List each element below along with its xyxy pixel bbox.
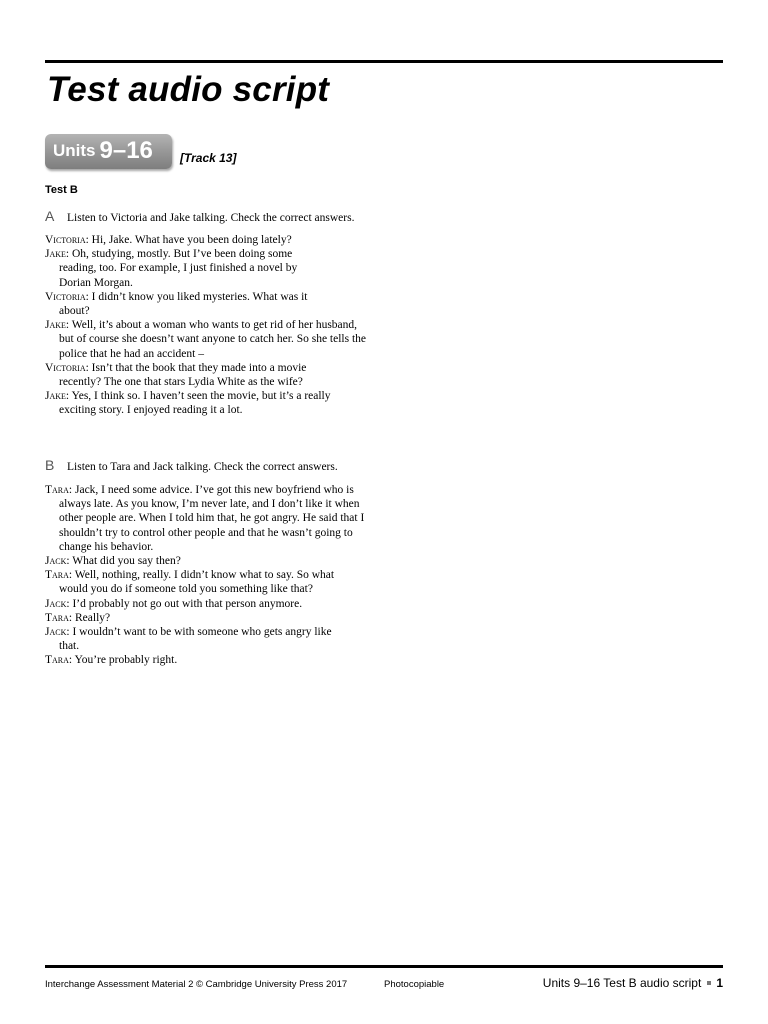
section-a-letter: A [45, 208, 55, 224]
section-a-instruction: Listen to Victoria and Jake talking. Check the correct answers. [67, 212, 355, 224]
line-text: Jack, I need some advice. I’ve got this new boyfriend who is always late. As you know, I’m never late, and I don’t like it when other people are. When I told him that, he got angry. He said that I shouldn’t try to control other people and that he wasn’t going to change his behavior. [59, 484, 365, 553]
page-title: Test audio script [47, 70, 330, 109]
dialogue-line [45, 483, 377, 554]
speaker-name: Victoria: [45, 290, 89, 303]
test-label: Test B [45, 184, 78, 196]
section-a-header [45, 208, 365, 225]
line-text: I wouldn’t want to be with someone who gets angry like that. [59, 626, 332, 653]
speaker-name: Tara: [45, 611, 73, 624]
line-text: Oh, studying, mostly. But I’ve been doing some reading, too. For example, I just finished a novel by Dorian Morgan. [59, 248, 298, 289]
footer-photocopiable: Photocopiable [384, 979, 445, 990]
dialogue-line [45, 247, 311, 290]
units-badge-word: Units [53, 140, 96, 160]
line-text: Well, nothing, really. I didn’t know what to say. So what would you do if someone told you something like that? [59, 569, 335, 596]
footer-right [543, 976, 723, 990]
units-badge-range: 9–16 [99, 137, 153, 164]
line-text: I’d probably not go out with that person anymore. [72, 597, 303, 610]
section-b-dialogue [45, 483, 365, 668]
line-text: You’re probably right. [74, 654, 178, 667]
dialogue-line [45, 290, 334, 318]
footer-copyright: Interchange Assessment Material 2 © Cambridge University Press 2017 [45, 979, 348, 990]
dialogue-line [45, 568, 359, 596]
units-badge [45, 134, 172, 169]
speaker-name: Jake: [45, 390, 70, 403]
speaker-name: Victoria: [45, 361, 89, 374]
line-text: Well, it’s about a woman who wants to get rid of her husband, but of course she doesn’t want anyone to catch her. So she tells the police that he had an accident – [59, 319, 367, 360]
section-b-letter: B [45, 457, 55, 473]
line-text: Isn’t that the book that they made into a movie recently? The one that stars Lydia White as the wife? [59, 361, 307, 389]
track-label: [Track 13] [180, 151, 237, 165]
speaker-name: Victoria: [45, 234, 89, 246]
line-text: I didn’t know you liked mysteries. What was it about? [59, 290, 308, 318]
section-b-instruction: Listen to Tara and Jack talking. Check the correct answers. [67, 461, 338, 473]
page-footer [45, 976, 723, 992]
dialogue-line [45, 318, 369, 361]
dialogue-line [45, 597, 359, 611]
speaker-name: Jake: [45, 319, 70, 332]
dialogue-line [45, 625, 344, 653]
dialogue-line [45, 611, 359, 625]
speaker-name: Tara: [45, 484, 73, 496]
footer-rule [45, 965, 723, 968]
section-b-header [45, 457, 365, 474]
line-text: Hi, Jake. What have you been doing lately? [91, 234, 292, 246]
speaker-name: Tara: [45, 654, 73, 667]
section-b [45, 457, 365, 668]
dialogue-line [45, 361, 321, 389]
top-rule [45, 60, 723, 63]
line-text: What did you say then? [72, 555, 181, 568]
speaker-name: Jake: [45, 248, 70, 261]
speaker-name: Jack: [45, 555, 70, 568]
dialogue-line [45, 653, 359, 667]
section-a-dialogue [45, 233, 365, 418]
dialogue-line [45, 233, 364, 247]
footer-separator-icon [707, 981, 711, 985]
footer-section-title: Units 9–16 Test B audio script [542, 976, 702, 990]
speaker-name: Tara: [45, 569, 73, 582]
speaker-name: Jack: [45, 626, 70, 639]
line-text: Yes, I think so. I haven’t seen the movie, but it’s a really exciting story. I enjoyed reading it a lot. [59, 390, 331, 417]
line-text: Really? [75, 611, 111, 624]
dialogue-line [45, 389, 331, 417]
page-number: 1 [716, 976, 723, 990]
speaker-name: Jack: [45, 597, 70, 610]
dialogue-line [45, 554, 359, 568]
section-a [45, 208, 367, 418]
